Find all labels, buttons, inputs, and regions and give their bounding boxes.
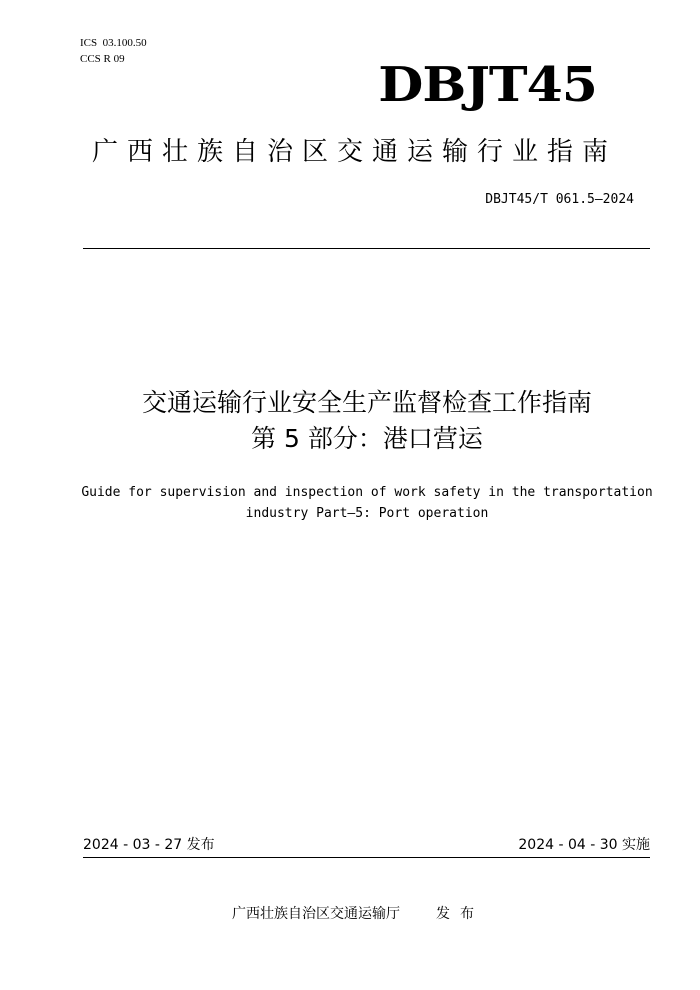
publisher-name: 广西壮族自治区交通运输厅 — [232, 906, 400, 922]
ccs-code: CCS R 09 — [80, 53, 125, 65]
classification-codes — [80, 35, 147, 67]
publisher-line — [0, 904, 700, 924]
header-divider — [83, 248, 650, 249]
title-zh-line2: 第 5 部分：港口营运 — [251, 424, 483, 453]
title-zh-line1: 交通运输行业安全生产监督检查工作指南 — [141, 388, 592, 417]
publish-action: 发布 — [436, 906, 484, 922]
title-en-line2: industry Part—5: Port operation — [245, 506, 489, 521]
title-en-line1: Guide for supervision and inspection of work safety in the transportation — [81, 485, 653, 500]
standard-number: DBJT45/T 061.5—2024 — [485, 192, 634, 207]
standard-logo: DBJT45 — [378, 57, 597, 114]
publish-date: 2024 - 03 - 27 发布 — [83, 837, 215, 853]
effective-date: 2024 - 04 - 30 实施 — [518, 837, 650, 853]
issuer-category-title: 广西壮族自治区交通运输行业指南 — [91, 137, 617, 167]
ics-code: ICS 03.100.50 — [80, 37, 147, 49]
footer-divider — [83, 857, 650, 858]
